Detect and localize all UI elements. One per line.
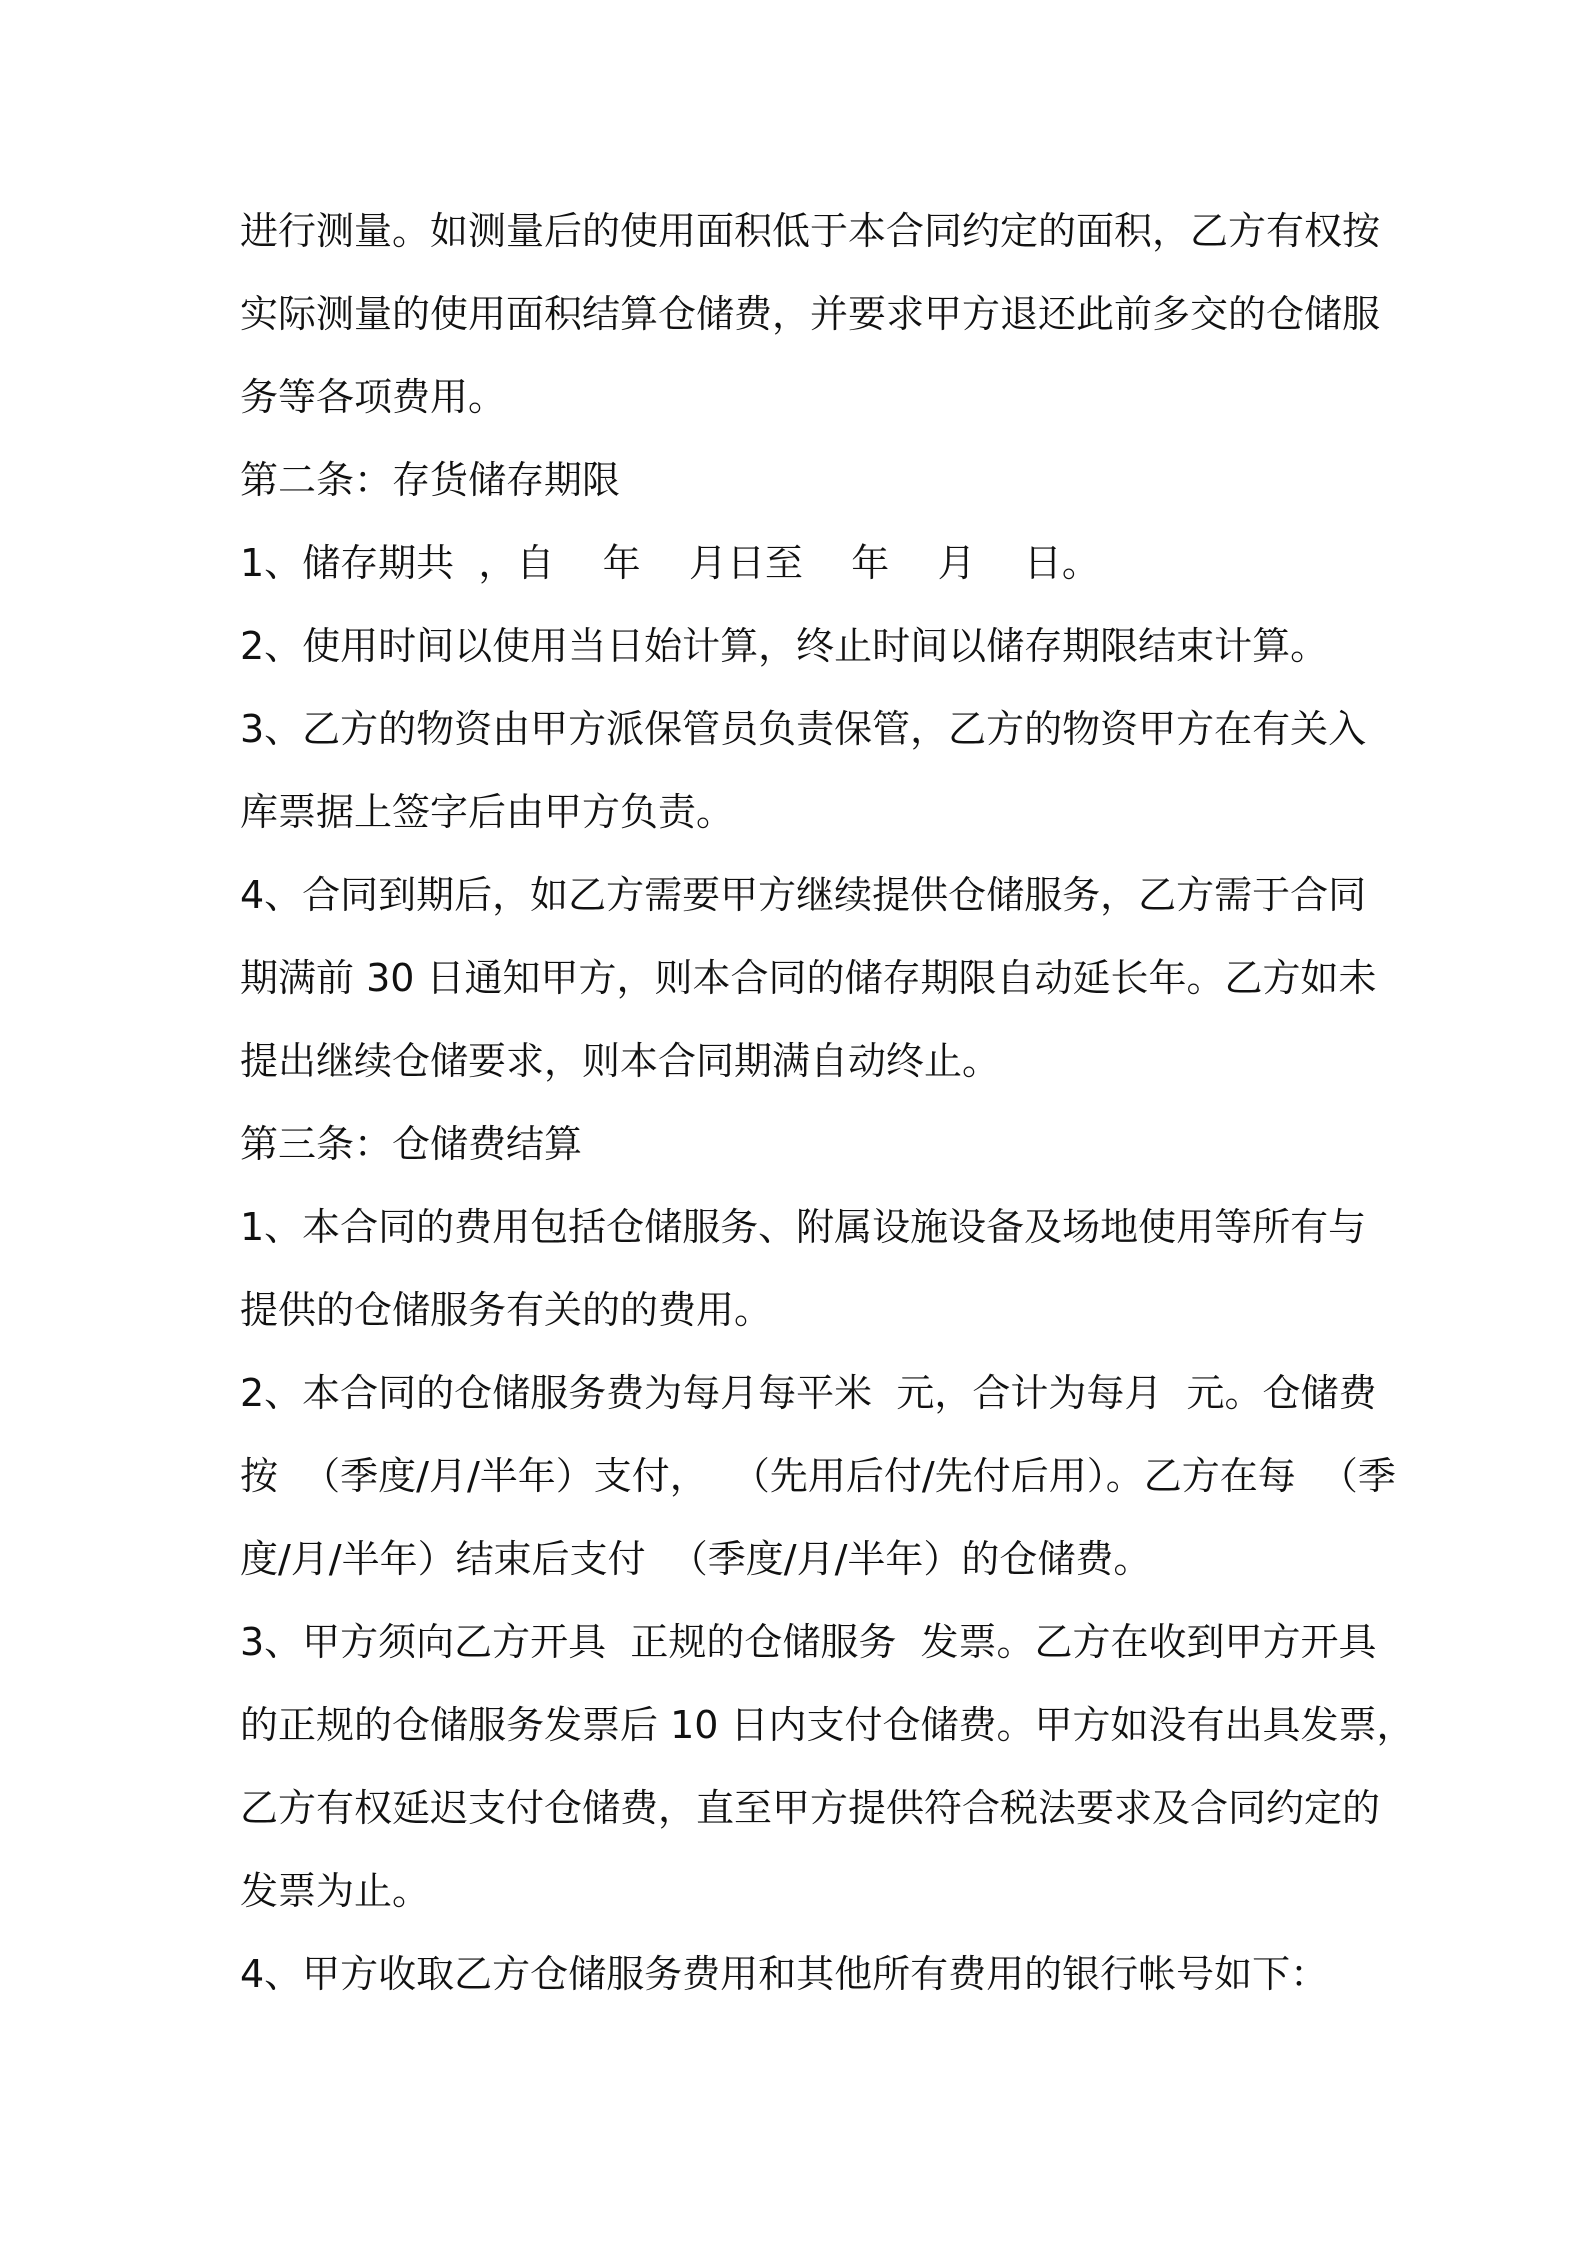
paragraph-line: 期满前 30 日通知甲方，则本合同的储存期限自动延长年。乙方如未 [240,956,1377,1000]
paragraph-line: 4、合同到期后，如乙方需要甲方继续提供仓储服务，乙方需于合同 [240,873,1367,917]
paragraph-line: 按 （季度/月/半年）支付， （先用后付/先付后用）。乙方在每 （季 [240,1454,1396,1498]
paragraph-line: 2、本合同的仓储服务费为每月每平米 元，合计为每月 元。仓储费 [240,1371,1377,1415]
paragraph-line: 提供的仓储服务有关的的费用。 [240,1288,773,1332]
paragraph-line: 1、本合同的费用包括仓储服务、附属设施设备及场地使用等所有与 [240,1205,1367,1249]
paragraph-line: 1、储存期共 ，自 年 月日至 年 月 日。 [240,541,1100,585]
paragraph-line: 4、甲方收取乙方仓储服务费用和其他所有费用的银行帐号如下： [240,1952,1329,1996]
paragraph-line: 发票为止。 [240,1869,431,1913]
paragraph-line: 的正规的仓储服务发票后 10 日内支付仓储费。甲方如没有出具发票， [240,1703,1415,1747]
paragraph-line: 库票据上签字后由甲方负责。 [240,790,735,834]
section-heading: 第二条：存货储存期限 [240,458,621,502]
paragraph-line: 3、甲方须向乙方开具 正规的仓储服务 发票。乙方在收到甲方开具 [240,1620,1377,1664]
paragraph-line: 提出继续仓储要求，则本合同期满自动终止。 [240,1039,1001,1083]
paragraph-line: 3、乙方的物资由甲方派保管员负责保管，乙方的物资甲方在有关入 [240,707,1367,751]
paragraph-line: 乙方有权延迟支付仓储费，直至甲方提供符合税法要求及合同约定的 [240,1786,1381,1830]
paragraph-line: 2、使用时间以使用当日始计算，终止时间以储存期限结束计算。 [240,624,1329,668]
paragraph-line: 务等各项费用。 [240,375,507,419]
contract-body-text [240,190,1415,2016]
section-heading: 第三条：仓储费结算 [240,1122,583,1166]
paragraph-line: 进行测量。如测量后的使用面积低于本合同约定的面积，乙方有权按 [240,209,1381,253]
paragraph-line: 实际测量的使用面积结算仓储费，并要求甲方退还此前多交的仓储服 [240,292,1381,336]
paragraph-line: 度/月/半年）结束后支付 （季度/月/半年）的仓储费。 [240,1537,1152,1581]
